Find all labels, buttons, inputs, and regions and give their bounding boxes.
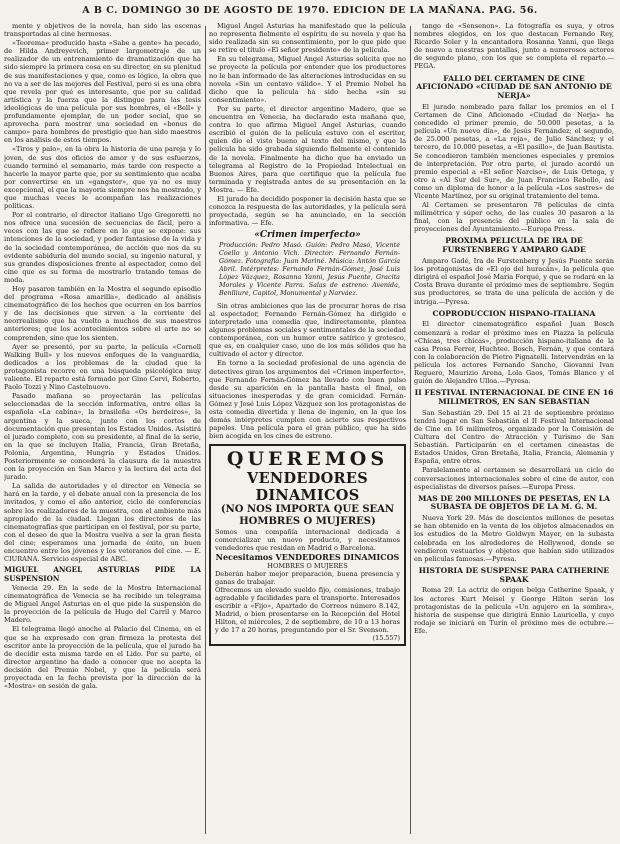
paragraph: La salida de autoridades y el director en Venecia se hará en la tarde, y el debate anual con la presencia de los invitados, y como el año anterior, ciclo de conferencias sobre los realizadores de la muestra, con el ambiente más apropiado de la ciudad. Llegan los directores de las cinematografías que participan en el festival, por su parte, con el deseo de que la Mostra vuelva a ser la gran fiesta del cine; esperamos una jornada de éxito, un buen encuentro entre los jóvenes y los veteranos del cine. — E. CIURANA. Servicio especial de ABC.	[4, 482, 201, 564]
paragraph: El jurado nombrado para fallar los premios en el I Certamen de Cine Aficionado «Ciudad de Nerja» ha concedido el primer premio, de 50.000 pesetas, a la película «Un nuevo día», de Jesús Fernández; el segundo, de 25.000 pesetas, a «La reja», de Julio Sánchez; y el tercero, de 10.000 pesetas, a «El pasillo», de Juan Bautista. Se concedieron también menciones especiales y premios de interpretación. Por otra parte, el jurado acordó un premio especial a «El señor Narciso», de Luis Ortega, y otro a «Al Sur del Sur», de Juan Francisco Rebollo, así como un diploma de honor a la película «Los sastres» de Vicente Martínez, por su original tratamiento del tema.	[414, 102, 614, 200]
paragraph: Roma 29. La actriz de origen belga Catherine Spaak, y los actores Kurt Meisel y George Hilton serán los protagonistas de la película «Un agujero en la sombra», historia de suspense que dirigirá Ennio Lauricella, y cuyo rodaje se iniciará en Turín el próximo mes de octubre.—Efe.	[414, 586, 614, 635]
paragraph: En torno a la sociedad profesional de una agencia de detectives giran los argumentos del «Crimen imperfecto», que Fernando Fernán-Gómez ha llevado con buen pulso desde su aparición en la pantalla hasta el final, en situaciones inesperadas y de gran comicidad. Fernán-Gómez y José Luis López Vázquez son los protagonistas de esta comedia divertida y llena de ingenio, en la que los demás intérpretes cumplen con acierto sus respectivos papeles. Una película para el gran público, que ha sido bien acogida en los cines de estreno.	[209, 359, 406, 441]
column-3	[414, 22, 614, 836]
paragraph: San Sebastián 29. Del 15 al 21 de septiembre próximo tendrá lugar en San Sebastián el II Festival Internacional de Cine en 16 milímetros, organizado por la Comisión de Cultura del Centro de Atracción y Turismo de San Sebastián. Participarán en el certamen cineastas de Estados Unidos, Gran Bretaña, Italia, Francia, Alemania y España, entre otros.	[414, 408, 614, 466]
ad-text: Somos una compañía internacional dedicada a comercializar un nuevo producto, y necesitamos vendedores que residan en Madrid o Barcelona.	[215, 528, 400, 553]
film-credits: Producción: Pedro Masó. Guión: Pedro Masó, Vicente Coello y Antonio Vich. Director: Fernando Fernán-Gómez. Fotografía: Juan Mariné. Música: Antón García Abril. Intérpretes: Fernando Fernán-Gómez, José Luis López Vázquez, Rosanna Yanni, Jesús Puente, Gracita Morales y Vicente Parra. Salas de estreno: Avenida, Benlliure, Capitol, Monumental y Narváez.	[219, 241, 400, 297]
paragraph: Sin otras ambiciones que las de procurar horas de risa al espectador, Fernando Fernán-Gómez ha dirigido e interpretado una comedia que, indirectamente, plantea algunos problemas sociales y sentimentales de la sociedad contemporánea, con un humor entre satírico y grotesco, que es, en cualquier caso, uno de los más sólidos que ha cultivado el actor y director.	[209, 301, 406, 359]
paragraph: «Teorema» producido hasta «Sabe a gente» ha pecado, de Hilda Andreyevich, primer largometraje de un realizador de un entrenamiento de dramatización que ha sido siempre la primera cosa en su director, en su plenitud de sus manifestaciones y que, como es lógico, la obra que no va a ser de las mejores del Festival, pero si es una obra que revela por qué es interesante, que por su calidad artística y la fuerza que la distingue para las tesis ideológicas de una película por sus hombres, el «Bell» y profundamente ejemplar, de un poder social, que se aprovecha para mostrar una sociedad en «bonus de campo» para hombres de prestigio que han sido maestros en los análisis de estos tiempos.	[4, 39, 201, 145]
paragraph: En su telegrama, Miguel Angel Asturias solicita que no se proyecte la película por entender que los productores no le han informado de las alteraciones introducidas en su novela «Sin un centavo válido». Y el Premio Nobel ha dicho que la película ha sido hecha «sin su consentimiento».	[209, 55, 406, 104]
article-headline: II FESTIVAL INTERNACIONAL DE CINE EN 16 MILIMETROS, EN SAN SEBASTIAN	[414, 388, 614, 406]
ad-text: Deberán haber mejor preparación, buena presencia y ganas de trabajar.	[215, 570, 400, 587]
paragraph: El jurado ha decidido posponer la decisión hasta que se conozca la respuesta de las autoridades, y la película será proyectada, según se ha anunciado, en la sección informativa. — Efe.	[209, 194, 406, 228]
ad-line: HOMBRES O MUJERES	[267, 562, 348, 571]
review-title: «Crimen imperfecto»	[254, 230, 361, 241]
paragraph: Ayer se presentó, por su parte, la película «Cornell Walking Bull» y los nuevos enfoques de la vanguardia, dedicados a los problemas de la ciudad que la protagonista recorre en una búsqueda psicológica muy valiente. El reparto está formado por Gino Cervi, Roberto, Paolo Tozzi y Nino Castelnuovo.	[4, 342, 201, 392]
ad-subheadline: VENDEDORES DINAMICOS	[247, 470, 368, 505]
ad-text: Ofrecemos un elevado sueldo fijo, comisiones, trabajo agradable y facilidades para el transporte. Interesados escribir a «Fijo», Apartado de Correos número 8.142, Madrid, o bien presentarse en la Recepción del Hotel Hilton, el miércoles, 2 de septiembre, de 10 a 13 horas y de 17 a 20 horas, preguntando por el Sr. Svenson.	[215, 586, 400, 635]
paragraph: Paralelamente al certamen se desarrollará un ciclo de conversaciones internacionales sobre el cine de autor, con especialistas de diversos países.—Europa Press.	[414, 466, 614, 491]
paragraph: El telegrama llegó anoche al Palacio del Cinema, en el que se ha expresado con gran firmeza la protesta del escritor ante la proyección de la película, que el jurado ha de decidir esta misma tarde en el Lido. Por su parte, el director argentino ha dado a conocer que no acepta la decisión del Premio Nobel, y que la película será proyectada en la fecha prevista por la dirección de la «Mostra» en sesión de gala.	[4, 625, 201, 691]
paragraph: Hoy pasaron también en la Mostra el segundo episodio del programa «Rosa amarilla», dedicado al análisis cinematográfico de los hechos que ocurren en los barrios y de las decisiones que sirven a la corriente del neorrealismo que ha vuelto a muchos de sus maestros anteriores; que los acontecimientos sobre el arte no se comprenden, sino que los sienten.	[4, 285, 201, 342]
paragraph: Miguel Ángel Asturias ha manifestado que la película no representa fielmente el espíritu de su novela y que ha sido realizada sin su consentimiento, por lo que pide que se retire el título «El señor presidente» de la película.	[209, 22, 406, 55]
ad-line: (NO NOS IMPORTA QUE SEAN	[220, 504, 395, 516]
paragraph: Venecia 29. En la sede de la Mostra Internacional cinematográfica de Venecia se ha recibido un telegrama de Miguel Angel Asturias en el que pide la suspensión de la proyección de la película de Hugo del Carril y Marco Madero.	[4, 584, 201, 625]
paragraph: Al Certamen se presentaron 78 películas de cinta milimétrica y súper ocho, de las cuales 30 pasaron a la final, con la presencia del público en la sala de proyecciones del Ayuntamiento.—Europa Press.	[414, 201, 614, 234]
paragraph: Nueva York 29. Más de doscientos millones de pesetas se han obtenido en la venta de los objetos almacenados en los estudios de la Metro Goldwyn Mayer, en la subasta celebrada en los alrededores de Hollywood, donde se vendieron vestuarios y objetos que habían sido utilizados en películas famosas.—Pyresa.	[414, 514, 614, 563]
column-rule	[205, 26, 206, 834]
paragraph: Por el contrario, el director italiano Ugo Gregoretti no nos ofrece una sucesión de secuencias de fácil, pero a veces con las que se refiere en lo que se expone: sus intenciones de la sociedad, y poder fantasioso de la vida y de la sociedad contemporánea, de acción que nos da su evidente sabiduría del mundo social, su ingenio natural, y sus grandes disposiciones frente al espectador, como del cine que es su forma de mostrarlo tratando temas de moda.	[4, 211, 201, 284]
page-header: A B C. DOMINGO 30 DE AGOSTO DE 1970. EDICION DE LA MAÑANA. PAG. 56.	[82, 5, 538, 16]
ad-headline: QUEREMOS	[226, 448, 389, 471]
paragraph: Por su parte, el director argentino Madero, que se encuentra en Venecia, ha declarado esta mañana que, contra lo que afirma Miguel Angel Asturias, cuando escribió el guión de la película estuvo con el escritor, quien dio el visto bueno al texto del mismo, y que la película ha sido grabada siguiendo fielmente el contenido de la novela. Finalmente ha dicho que ha enviado un telegrama al Registro de la Propiedad Intelectual en Buenos Aires, para que certifique que la película fue terminada y registrada antes de su presentación en la Mostra. — Efe.	[209, 104, 406, 194]
article-headline: MIGUEL ANGEL ASTURIAS PIDE LA SUSPENSION	[4, 565, 201, 583]
article-headline: MAS DE 200 MILLONES DE PESETAS, EN LA SUBASTA DE OBJETOS DE LA M. G. M.	[417, 493, 611, 512]
paragraph: Amparo Gadé, Ira de Furstenberg y Jesús Puente serán los protagonistas de «El ojo del huracán», la película que dirigirá el español José María Forqué, y que se rodará en la Costa Brava durante el próximo mes de septiembre. Según sus productores, se trata de una película de acción y de intriga.—Pyresa.	[414, 257, 614, 306]
ad-reference: (15.557)	[372, 634, 400, 643]
ad-requirement-heading: Necesitamos VENDEDORES DINAMICOS	[215, 552, 400, 563]
article-headline: FALLO DEL CERTAMEN DE CINE AFICIONADO «CIUDAD DE SAN ANTONIO DE NERJA»	[416, 73, 612, 101]
column-1	[4, 22, 201, 836]
paragraph: «Tiros y palo», en la obra la historia de una pareja y lo joven, de sus dos oficios de amor y de sus esfuerzos, cuando terminó el semanario, más tarde con respecto a hacerle la mayor parte que, por su sentimiento que acaba por convertirse en un «gangster», que ya no es muy excepcional, el que la mayoría siempre nos ha mostrado, y que muchas veces le acompañan las realizaciones políticas.	[4, 145, 201, 211]
paragraph: El director cinematográfico español Juan Bosch comenzará a rodar el próximo mes en Piazza la película «Chicas, tres chicas», producción hispano-italiana de la casa Prosa Ferrer, Huchtee. Bosch, Fernán, y que contará con la colaboración de Pietro Pignatelli. Intervendrán en la película los actores Fernando Sancho, Giovanni Ivan Reguero, Maurizio Arena, Lola Gaos, Tomás Blanco y el guión de Alejandro Ulloa.—Pyresa.	[414, 320, 614, 386]
column-rule	[410, 26, 411, 834]
article-headline: COPRODUCCION HISPANO-ITALIANA	[432, 308, 596, 318]
job-advertisement	[209, 444, 406, 646]
article-headline: HISTORIA DE SUSPENSE PARA CATHERINE SPAAK	[418, 565, 610, 584]
article-headline: PROXIMA PELICULA DE IRA DE FURSTENBERG Y AMPARO GADE	[442, 236, 586, 255]
paragraph: mente y objetivos de la novela, han sido las escenas transportadas al cine hermosas.	[4, 22, 201, 39]
paragraph: Pasado mañana se proyectarán las películas seleccionadas de la sección informativa, entre ellas la española «La cabina», la brasileña «Os herdeiros», la argentina y la sueca, junto con los cortos de documentación que presentan los Estados Unidos. Asistirá el jurado completo, con su presidente, al final de la serie, en la que se incluyen Italia, Francia, Gran Bretaña, Polonia, Argentina, Hungría y Estados Unidos. Posteriormente se concederá la clausura de la muestra con la proyección en San Marco y la lectura del acta del jurado.	[4, 392, 201, 482]
paragraph: tango de «Sensenon». La fotografía es suya, y otros nombres elegidos, en los que destacan Fernando Rey, Ricardo Soler y la encantadora Rosanna Yanni, que llega de nuevo a nuestras pantallas, junto a numerosos actores de segundo plano, con los que se completa el reparto.—PEGA.	[414, 22, 614, 71]
ad-line: HOMBRES O MUJERES)	[239, 516, 376, 528]
column-2	[209, 22, 406, 836]
